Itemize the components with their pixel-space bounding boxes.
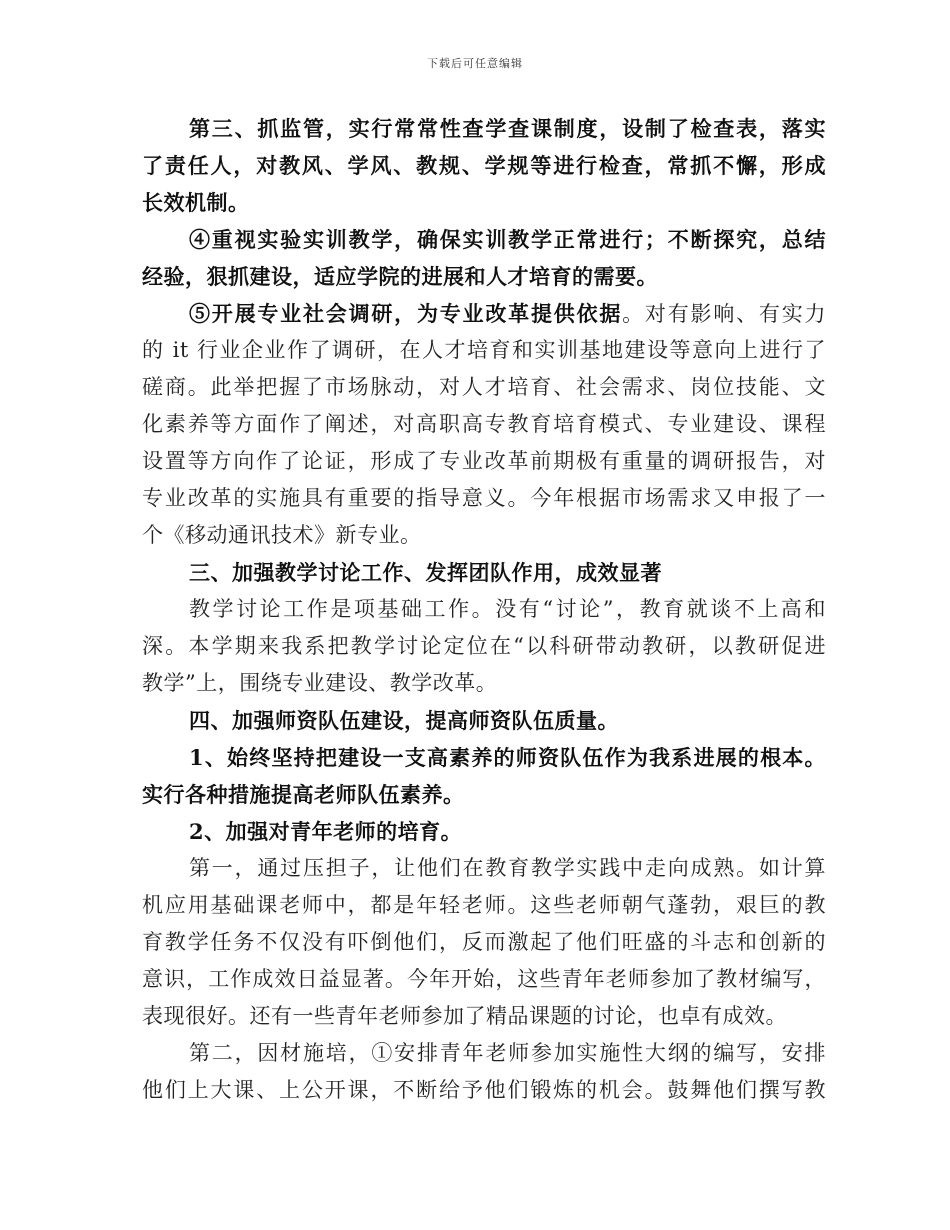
paragraph-line: 实行各种措施提高老师队伍素养。 [142,782,465,807]
paragraph-line: 设置等方向作了论证，形成了专业改革前期极有重量的调研报告，对 [142,449,826,473]
paragraph-line: 深。本学期来我系把教学讨论定位在“以科研带动教研，以教研促进 [142,634,826,658]
subsection-heading: 2、加强对青年老师的培育。 [189,819,463,844]
paragraph-line: ④重视实验实训教学，确保实训教学正常进行；不断探究，总结 [189,227,826,252]
paragraph-line: 个《移动通讯技术》新专业。 [142,523,422,547]
section-heading: 三、加强教学讨论工作、发挥团队作用，成效显著 [189,560,662,585]
paragraph-text-inline: 。对有影响、有实力 [622,302,826,326]
paragraph-line: 教学”上，围绕专业建设、教学改革。 [142,671,498,695]
paragraph-line: 1、始终坚持把建设一支高素养的师资队伍作为我系进展的根本。 [189,745,826,770]
paragraph-line: 教学讨论工作是项基础工作。没有“讨论”，教育就谈不上高和 [189,597,826,621]
paragraph-line: 他们上大课、上公开课，不断给予他们锻炼的机会。鼓舞他们撰写教 [142,1078,826,1102]
section-heading-inline: ⑤开展专业社会调研，为专业改革提供依据 [189,301,623,326]
paragraph-line: 意识，工作成效日益显著。今年开始，这些青年老师参加了教材编写， [142,967,826,991]
paragraph-line: 经验，狠抓建设，适应学院的进展和人才培育的需要。 [142,264,658,289]
paragraph-line: 了责任人，对教风、学风、教规、学规等进行检查，常抓不懈，形成 [142,153,826,178]
paragraph-line: 化素养等方面作了阐述，对高职高专教育培育模式、专业建设、课程 [142,412,826,436]
paragraph-line: 专业改革的实施具有重要的指导意义。今年根据市场需求又申报了一 [142,486,826,510]
paragraph-line: 机应用基础课老师中，都是年轻老师。这些老师朝气蓬勃，艰巨的教 [142,893,826,917]
page-header: 下载后可任意编辑 [427,57,523,70]
paragraph-line-mixed [142,295,826,332]
paragraph-line: 第三、抓监管，实行常常性查学查课制度，设制了检查表，落实 [189,116,826,141]
paragraph-line: 育教学任务不仅没有吓倒他们，反而激起了他们旺盛的斗志和创新的 [142,930,826,954]
paragraph-line: 第二，因材施培，①安排青年老师参加实施性大纲的编写，安排 [189,1041,826,1065]
paragraph-line: 长效机制。 [142,190,250,215]
paragraph-line: 的 it 行业企业作了调研，在人才培育和实训基地建设等意向上进行了 [142,338,826,362]
paragraph-line: 第一，通过压担子，让他们在教育教学实践中走向成熟。如计算 [189,856,826,880]
document-body [142,110,826,1109]
paragraph-line: 表现很好。还有一些青年老师参加了精品课题的讨论，也卓有成效。 [142,1004,787,1028]
section-heading: 四、加强师资队伍建设，提高师资队伍质量。 [189,708,619,733]
paragraph-line: 磋商。此举把握了市场脉动，对人才培育、社会需求、岗位技能、文 [142,375,826,399]
